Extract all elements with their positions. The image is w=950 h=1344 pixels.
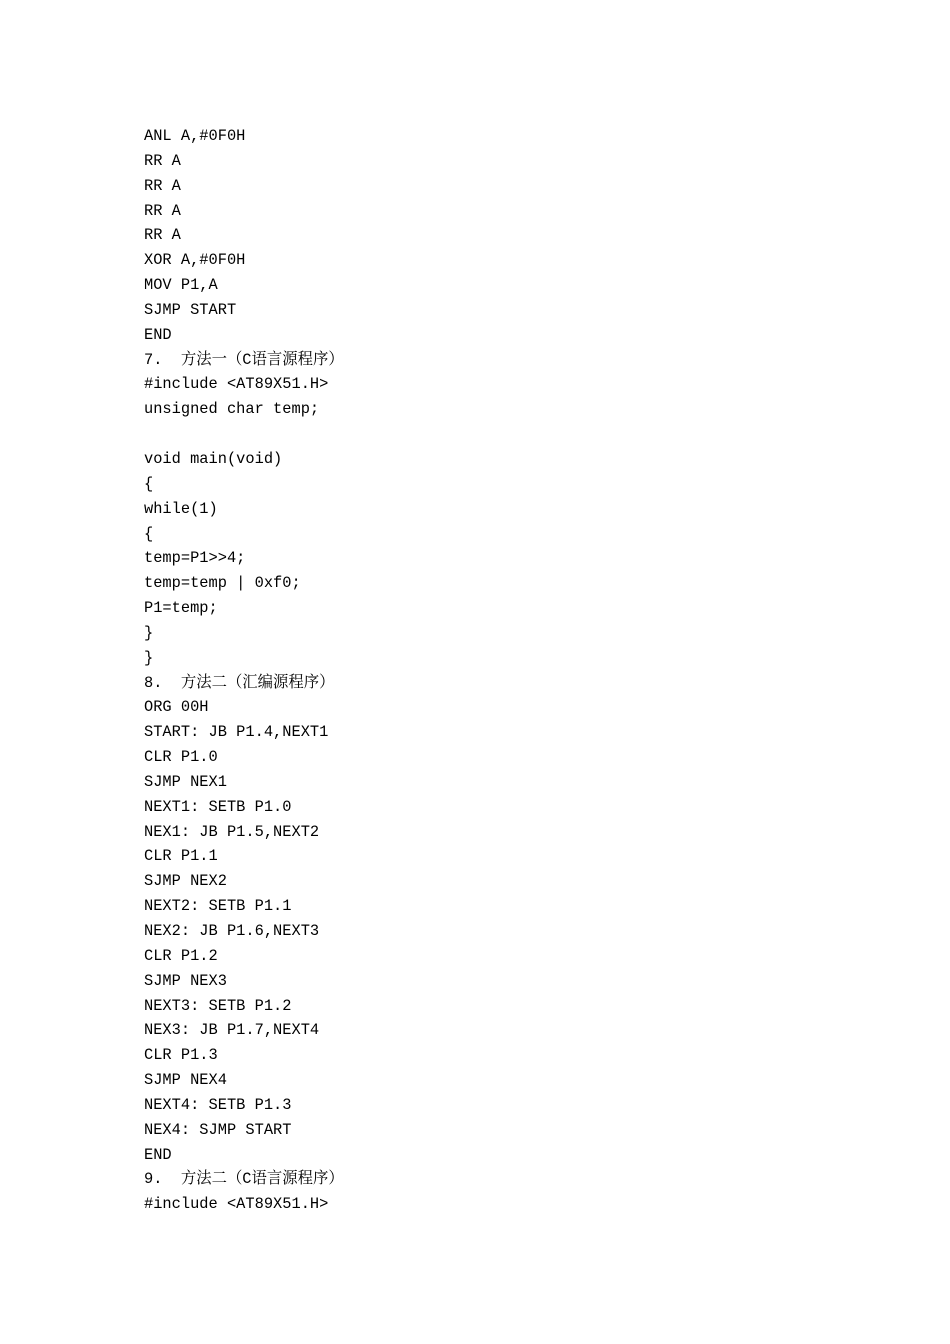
text-line: RR A [144, 176, 181, 195]
text-line: NEX3: JB P1.7,NEXT4 [144, 1021, 320, 1040]
text-line: SJMP NEX2 [144, 872, 227, 891]
text-line: } [144, 623, 154, 642]
text-line: 7. 方法一（C语言源程序） [144, 350, 344, 369]
text-line: P1=temp; [144, 599, 218, 618]
text-line: NEX4: SJMP START [144, 1120, 292, 1139]
text-line: RR A [144, 151, 181, 170]
text-line: void main(void) [144, 449, 283, 468]
text-line: while(1) [144, 499, 218, 518]
text-line: { [144, 524, 154, 543]
text-line: temp=temp | 0xf0; [144, 574, 301, 593]
text-line: 9. 方法二（C语言源程序） [144, 1170, 344, 1189]
text-line: CLR P1.0 [144, 748, 218, 767]
text-line: #include <AT89X51.H> [144, 375, 329, 394]
text-line: END [144, 325, 172, 344]
text-line: #include <AT89X51.H> [144, 1195, 329, 1214]
text-line: NEX2: JB P1.6,NEXT3 [144, 922, 320, 940]
text-line: { [144, 474, 154, 493]
text-line: NEXT1: SETB P1.0 [144, 797, 292, 816]
text-line: ORG 00H [144, 698, 209, 717]
text-line: CLR P1.1 [144, 847, 218, 866]
text-line: START: JB P1.4,NEXT1 [144, 723, 329, 742]
text-line: NEXT2: SETB P1.1 [144, 897, 292, 916]
text-line: ANL A,#0F0H [144, 127, 246, 145]
text-line: NEXT4: SETB P1.3 [144, 1095, 292, 1114]
text-line: SJMP NEX1 [144, 772, 227, 791]
text-line: CLR P1.3 [144, 1046, 218, 1065]
text-line: NEX1: JB P1.5,NEXT2 [144, 822, 320, 841]
text-line: CLR P1.2 [144, 946, 218, 965]
text-line: MOV P1,A [144, 276, 218, 295]
text-line: temp=P1>>4; [144, 549, 246, 568]
text-line: SJMP START [144, 300, 237, 319]
text-line: 8. 方法二（汇编源程序） [144, 673, 335, 692]
text-line: SJMP NEX4 [144, 1071, 227, 1090]
text-line: RR A [144, 201, 181, 220]
text-line [144, 422, 344, 447]
text-line: NEXT3: SETB P1.2 [144, 996, 292, 1015]
text-line: } [144, 648, 154, 667]
text-line: RR A [144, 226, 181, 245]
document-body [144, 124, 352, 1217]
text-line: unsigned char temp; [144, 400, 320, 419]
text-line: END [144, 1145, 172, 1164]
text-line: XOR A,#0F0H [144, 251, 246, 270]
text-line: SJMP NEX3 [144, 971, 227, 990]
